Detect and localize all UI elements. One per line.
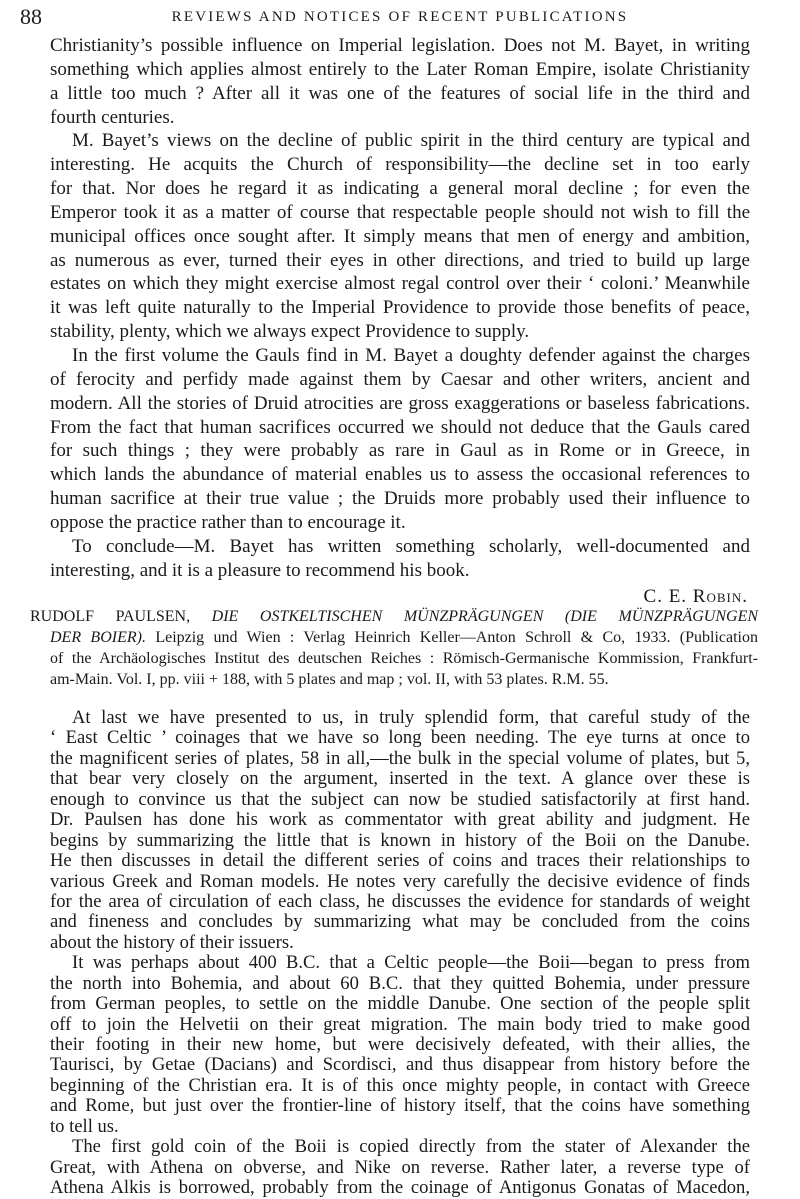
book-citation	[30, 606, 758, 690]
text-line: for such things ; they were probably as rare in Gaul as in Rome or in Greece, in	[50, 440, 750, 462]
text-line: oppose the practice rather than to encourage it.	[50, 511, 406, 533]
text-line: that bear very closely on the argument, inserted in the text. A glance over these is	[50, 768, 750, 790]
text-line: off to join the Helvetii on their great migration. The main body tried to make good	[50, 1013, 750, 1035]
page-number: 88	[20, 4, 42, 29]
text-line: for the area of circulation of each class, he discusses the evidence for standards of weight	[50, 890, 750, 912]
text-line: M. Bayet’s views on the decline of public spirit in the third century are typical and	[72, 130, 750, 152]
citation-details: am-Main. Vol. I, pp. viii + 188, with 5 plates and map ; vol. II, with 53 plates. R.M. 55.	[50, 671, 609, 688]
citation-title: DIE OSTKELTISCHEN MÜNZPRÄGUNGEN (DIE MÜNZPRÄGUNGEN	[211, 608, 759, 625]
text-line: estates on which they might exercise almost regal control over their ‘ coloni.’ Meanwhile	[50, 273, 750, 295]
text-line: enough to convince us that the subject can now be studied satisfactorily at first hand.	[50, 788, 750, 810]
text-line: It was perhaps about 400 B.C. that a Celtic people—the Boii—began to press from	[72, 952, 750, 974]
text-line: to tell us.	[50, 1115, 119, 1137]
text-line: To conclude—M. Bayet has written something scholarly, well-documented and	[72, 535, 750, 557]
text-line: the north into Bohemia, and about 60 B.C. that they quitted Bohemia, under pressure	[50, 972, 750, 994]
citation-series: of the Archäologisches Institut des deutschen Reiches : Römisch-Germanische Kommission, Frankfurt-	[50, 650, 758, 667]
text-line: their footing in their new home, but were decisively defeated, with their allies, the	[50, 1034, 750, 1055]
text-line: and Rome, but just over the frontier-line of history itself, that the coins have something	[50, 1095, 750, 1117]
text-line: and fineness and concludes by summarizing what may be concluded from the coins	[50, 911, 750, 933]
text-line: Taurisci, by Getae (Dacians) and Scordisci, and thus disappear from history before the	[50, 1054, 750, 1076]
text-line: Emperor took it as a matter of course that respectable people should not wish to fill the	[50, 201, 750, 223]
text-line: fourth centuries.	[50, 106, 175, 128]
text-line: Christianity’s possible influence on Imperial legislation. Does not M. Bayet, in writing	[50, 35, 750, 56]
text-line: a little too much ? After all it was one of the features of social life in the third and	[50, 82, 750, 104]
text-line: Dr. Paulsen has done his work as commentator with great ability and judgment. He	[50, 809, 750, 831]
text-line: from German peoples, to settle on the middle Danube. One section of the people split	[50, 993, 750, 1015]
text-line: stability, plenty, which we always expect Providence to supply.	[50, 321, 530, 343]
text-line: begins by summarizing the little that is known in history of the Boii on the Danube.	[50, 829, 750, 851]
text-line: interesting, and it is a pleasure to recommend his book.	[50, 559, 470, 581]
citation-publisher: Leipzig und Wien : Verlag Heinrich Keller—Anton Schroll & Co, 1933. (Publication	[155, 629, 759, 646]
text-line: In the first volume the Gauls find in M. Bayet a doughty defender against the charges	[72, 344, 750, 366]
text-line: about the history of their issuers.	[50, 931, 294, 953]
text-line: municipal offices once sought after. It simply means that men of energy and ambition,	[50, 225, 750, 247]
text-line: for that. Nor does he regard it as indicating a general moral decline ; for even the	[50, 178, 750, 200]
text-line: the magnificent series of plates, 58 in all,—the bulk in the special volume of plates, but 5,	[50, 747, 750, 769]
review-robin-text	[50, 34, 750, 582]
running-title: REVIEWS AND NOTICES OF RECENT PUBLICATIONS	[171, 9, 629, 25]
review-paulsen-text	[50, 708, 750, 1199]
text-line: various Greek and Roman models. He notes very carefully the decisive evidence of finds	[50, 870, 750, 892]
text-line: interesting. He acquits the Church of responsibility—the decline set in too early	[50, 154, 750, 176]
page-header	[20, 4, 780, 30]
text-line: as numerous as ever, turned their eyes in other directions, and tried to build up large	[50, 249, 750, 271]
text-line: From the fact that human sacrifices occurred we should not deduce that the Gauls cared	[50, 416, 750, 438]
text-line: Athena Alkis is borrowed, probably from the coinage of Antigonus Gonatas of Macedon,	[50, 1177, 750, 1199]
text-line: At last we have presented to us, in truly splendid form, that careful study of the	[72, 707, 750, 728]
text-line: modern. All the stories of Druid atrocities are gross exaggerations or baseless fabrications.	[50, 392, 750, 414]
citation-author: RUDOLF PAULSEN,	[30, 608, 191, 625]
citation-title-cont: DER BOIER).	[50, 629, 146, 646]
text-line: The first gold coin of the Boii is copied directly from the stater of Alexander the	[72, 1136, 750, 1158]
text-line: ‘ East Celtic ’ coinages that we have so long been needing. The eye turns at once to	[50, 727, 750, 749]
text-line: Great, with Athena on obverse, and Nike on reverse. Rather later, a reverse type of	[50, 1156, 750, 1178]
text-line: which lands the abundance of material enables us to assess the occasional references to	[50, 464, 750, 486]
text-line: He then discusses in detail the different series of coins and traces their relationships to	[50, 850, 750, 872]
text-line: human sacrifice at their true value ; the Druids more probably used their influence to	[50, 488, 750, 510]
text-line: it was left quite naturally to the Imperial Providence to provide those benefits of peace,	[50, 297, 750, 319]
text-line: of ferocity and perfidy made against them by Caesar and other writers, ancient and	[50, 368, 750, 390]
reviewer-signature: C. E. Robin.	[643, 586, 748, 607]
text-line: something which applies almost entirely to the Later Roman Empire, isolate Christianity	[50, 58, 750, 80]
text-line: beginning of the Christian era. It is of this once mighty people, in contact with Greece	[50, 1074, 750, 1096]
